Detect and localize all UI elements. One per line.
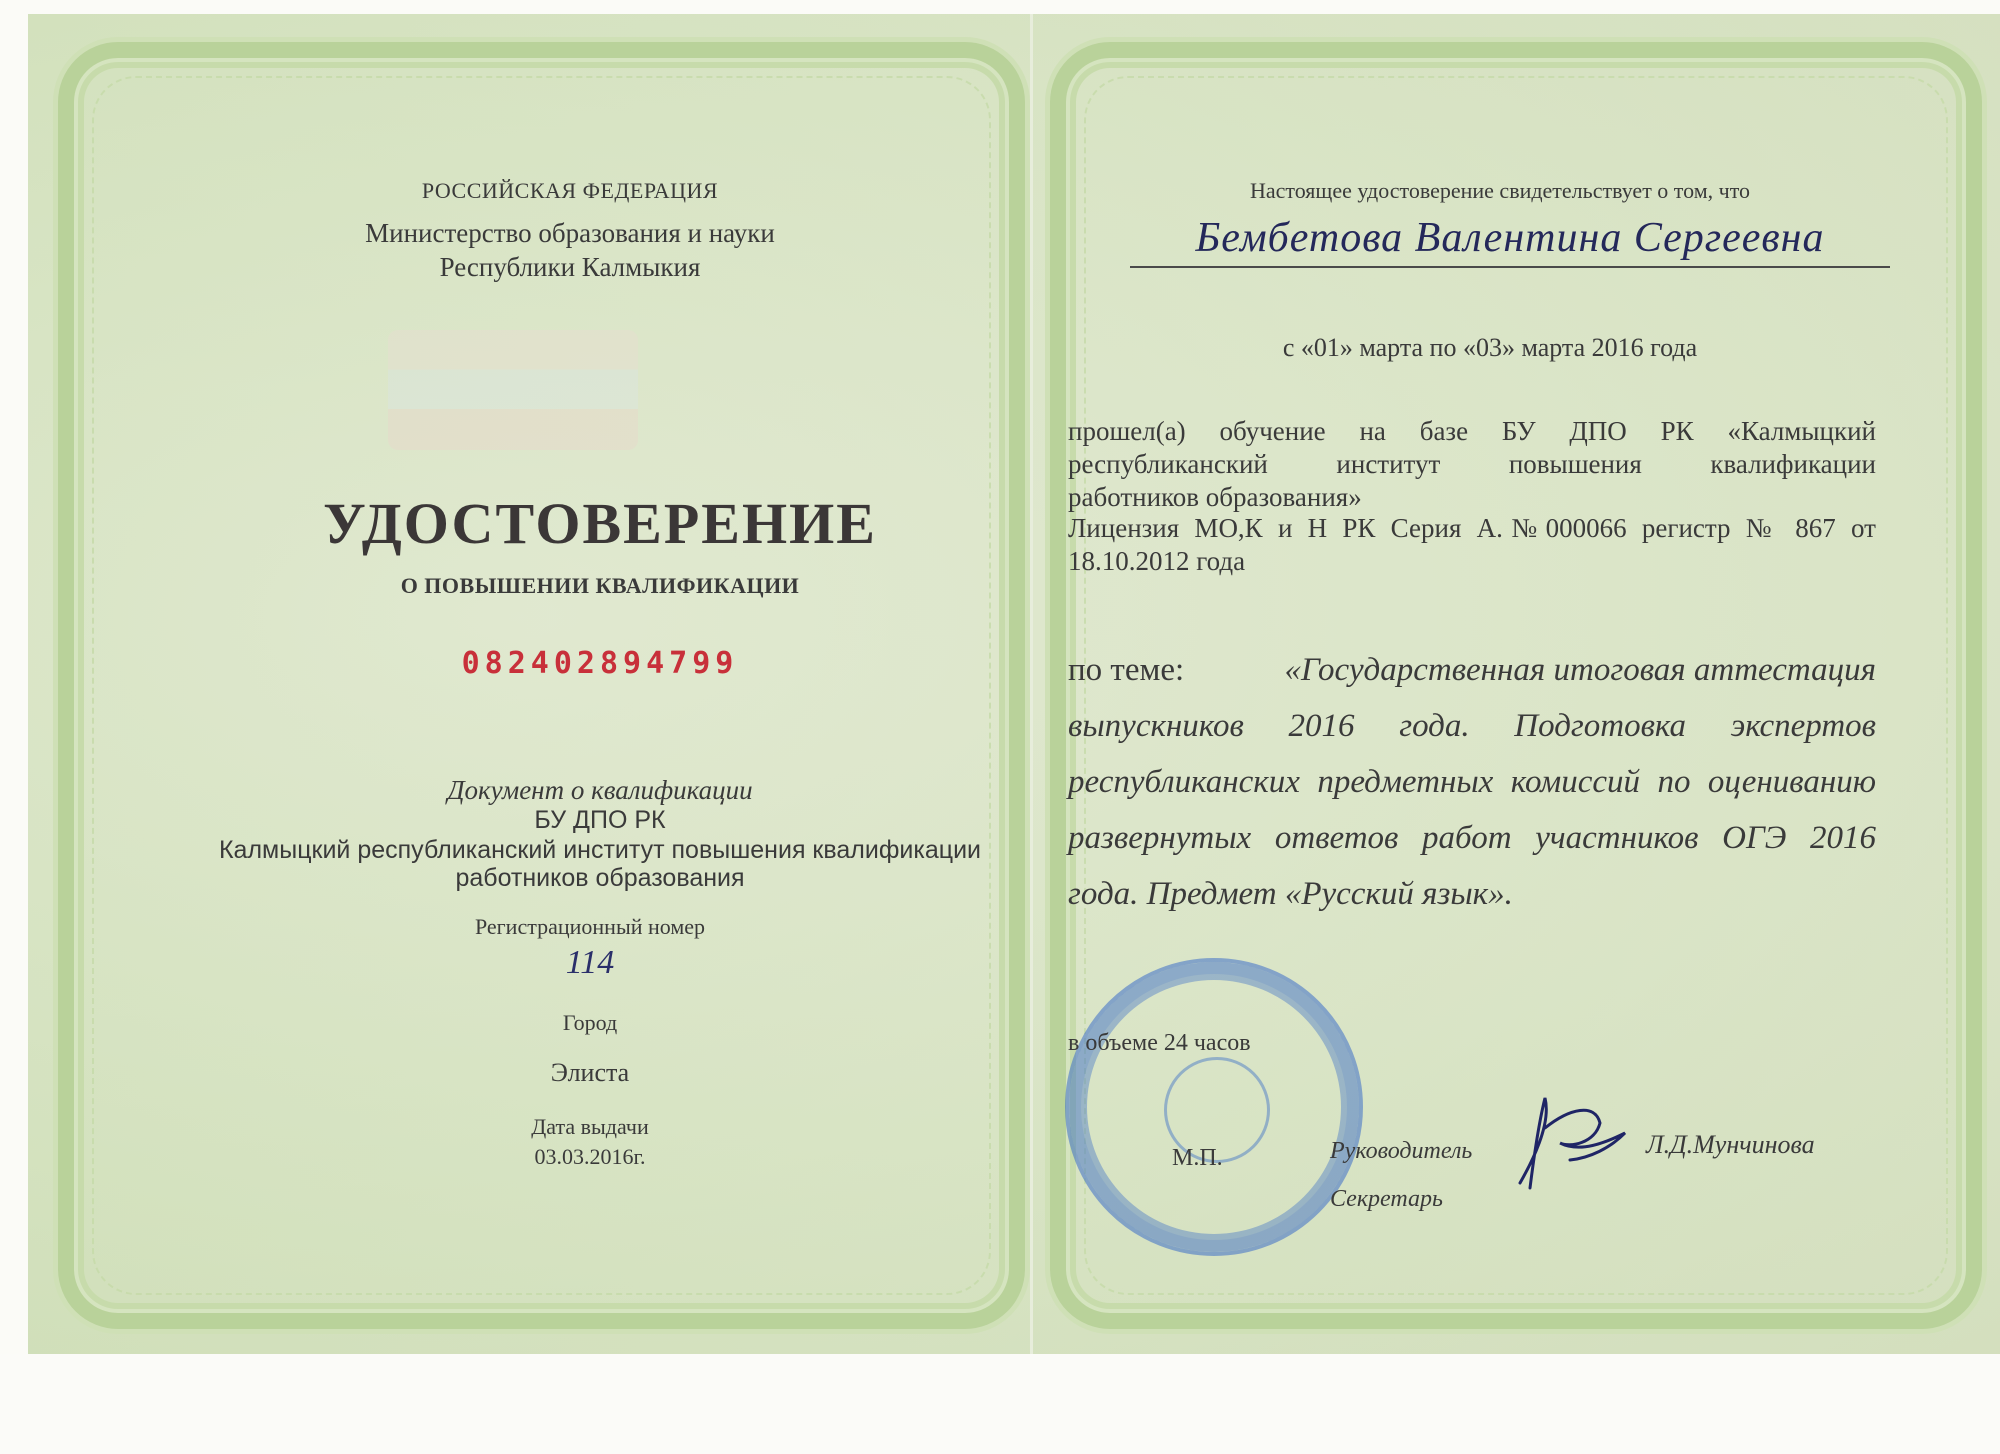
- theme-first-row: [1068, 642, 1876, 698]
- org-line-2: Калмыцкий республиканский институт повышения квалификации: [218, 836, 981, 864]
- training-line: прошел(а) обучение на базе БУ ДПО РК «Калмыцкий: [1068, 416, 1876, 446]
- registration-number: 114: [565, 944, 615, 981]
- ministry-line-2: Республики Калмыкия: [439, 252, 701, 282]
- serial-number: 082402894799: [461, 646, 739, 681]
- license-line: Лицензия МО,К и Н РК Серия А.№000066 регистр № 867 от: [1068, 513, 1876, 543]
- doc-label: Документ о квалификации: [447, 775, 753, 805]
- head-label: Руководитель: [1330, 1138, 1473, 1164]
- training-period: с «01» марта по «03» марта 2016 года: [1282, 333, 1698, 362]
- scan-margin: [0, 1354, 2000, 1454]
- intro-text: Настоящее удостоверение свидетельствует о том, что: [1249, 178, 1751, 203]
- head-name: Л.Д.Мунчинова: [1646, 1130, 1815, 1159]
- org-line-3: работников образования: [455, 864, 745, 892]
- theme-line: выпускников 2016 года. Подготовка экспертов: [1068, 708, 1876, 744]
- city-label: Город: [562, 1010, 618, 1035]
- faint-flag-watermark: [388, 330, 638, 450]
- license-paragraph: [1068, 512, 1876, 578]
- certificate-title: УДОСТОВЕРЕНИЕ: [323, 491, 877, 556]
- license-line: 18.10.2012 года: [1068, 546, 1246, 576]
- training-line: республиканский институт повышения квалификации: [1068, 449, 1876, 479]
- handwritten-signature: [1500, 1088, 1640, 1198]
- name-underline: [1130, 266, 1890, 268]
- stamp-place-label: М.П.: [1172, 1145, 1223, 1171]
- org-line-1: БУ ДПО РК: [534, 806, 666, 834]
- registration-label: Регистрационный номер: [474, 914, 706, 939]
- theme-paragraph: [1068, 642, 1876, 922]
- theme-label: по теме:: [1068, 652, 1185, 688]
- theme-line: республиканских предметных комиссий по оцениванию: [1068, 764, 1876, 800]
- page-fold: [1030, 14, 1033, 1354]
- city-value: Элиста: [550, 1058, 630, 1087]
- ministry-line-1: Министерство образования и науки: [365, 218, 775, 248]
- certificate-subtitle: О ПОВЫШЕНИИ КВАЛИФИКАЦИИ: [400, 573, 800, 598]
- theme-line: «Государственная итоговая аттестация: [1284, 652, 1876, 688]
- issue-date-label: Дата выдачи: [531, 1114, 649, 1139]
- country-heading: РОССИЙСКАЯ ФЕДЕРАЦИЯ: [421, 178, 719, 203]
- holder-name: Бембетова Валентина Сергеевна: [1195, 215, 1825, 261]
- training-line: работников образования»: [1068, 482, 1362, 512]
- secretary-label: Секретарь: [1330, 1186, 1443, 1212]
- theme-line: года. Предмет «Русский язык».: [1068, 876, 1513, 912]
- issue-date-value: 03.03.2016г.: [534, 1144, 646, 1169]
- signature-stroke: [1520, 1098, 1625, 1188]
- hours-text: в объеме 24 часов: [1068, 1030, 1251, 1056]
- official-seal: [1065, 958, 1363, 1256]
- training-paragraph: [1068, 415, 1876, 514]
- theme-line: развернутых ответов работ участников ОГЭ 2016: [1068, 820, 1876, 856]
